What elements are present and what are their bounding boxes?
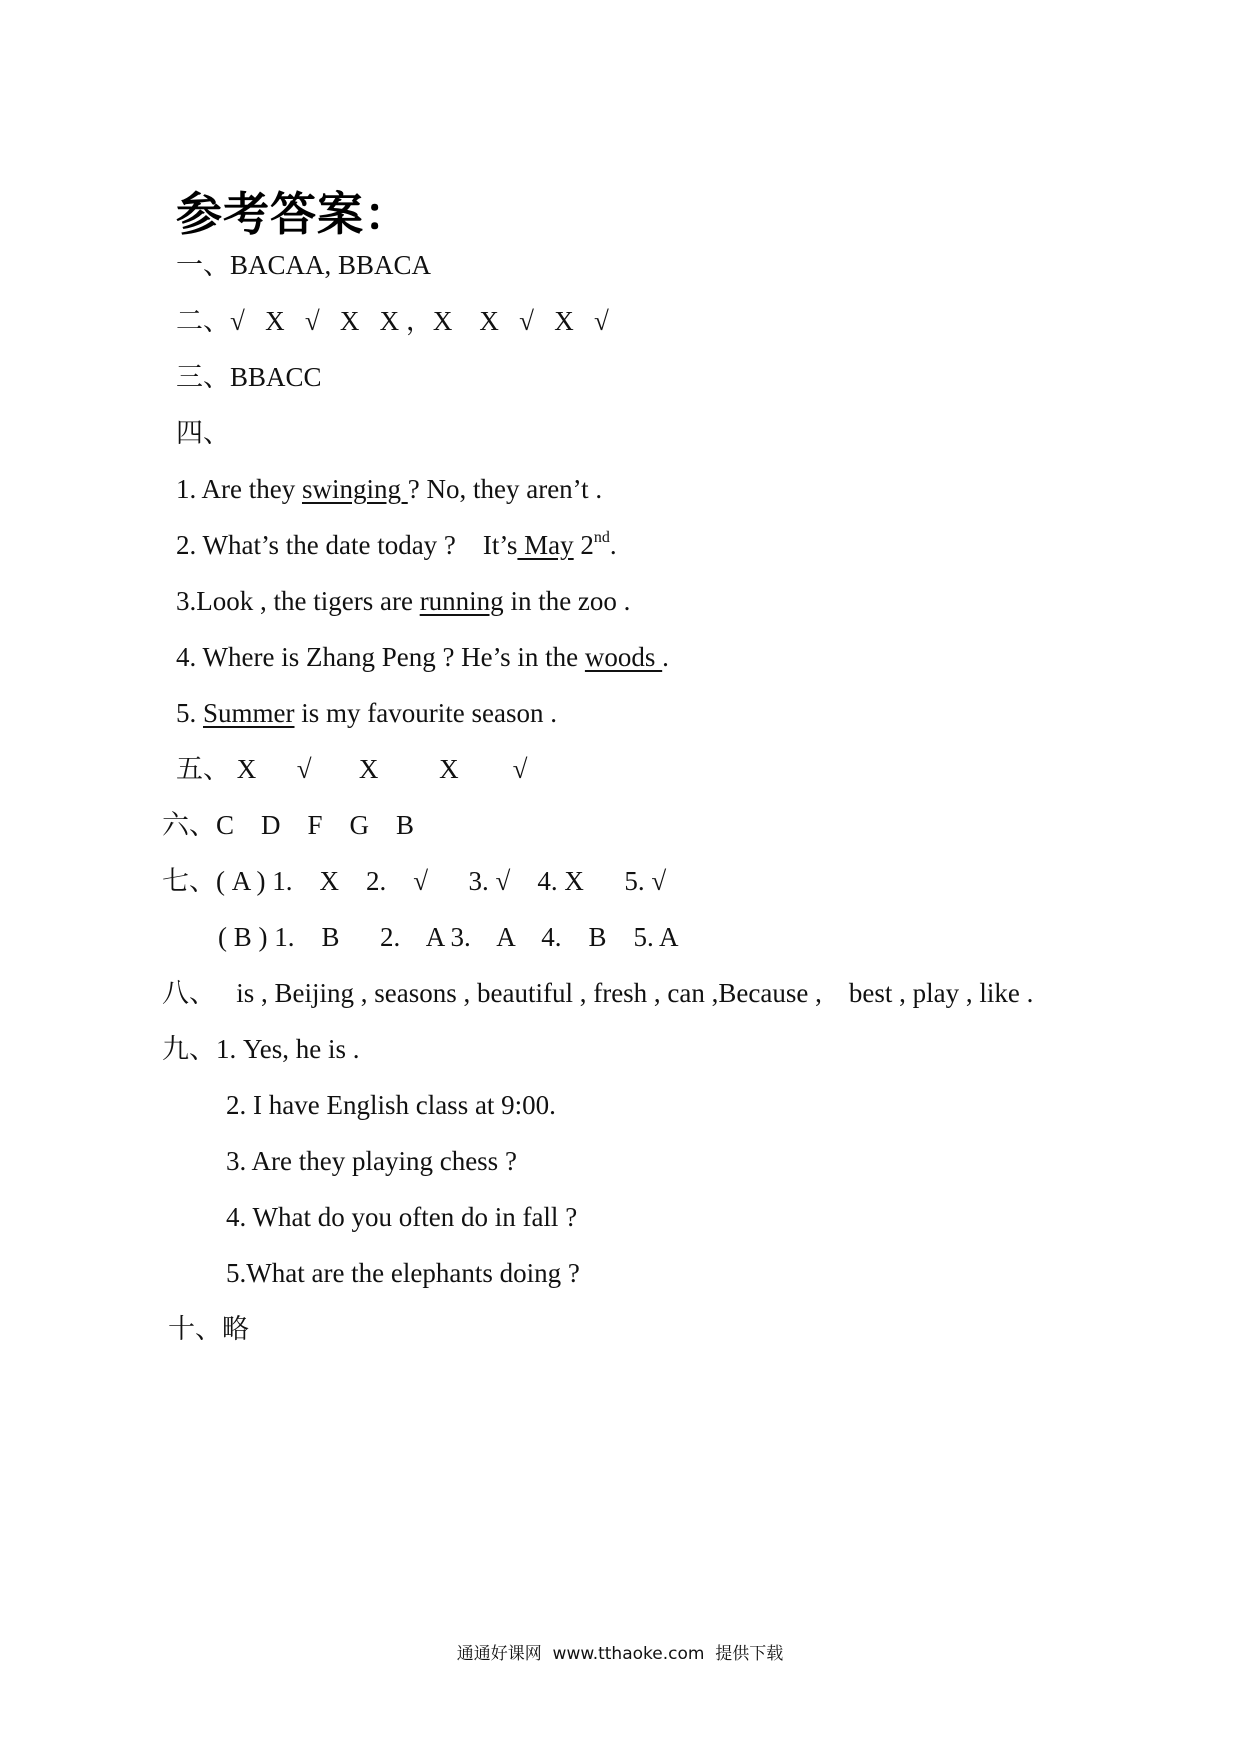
section-4-answer-3 — [176, 588, 630, 615]
section-9-answer-1: 九、1. Yes, he is . — [162, 1034, 360, 1064]
section-1-answers: 一、BACAA, BBACA — [176, 250, 432, 280]
section-9-answer-2: 2. I have English class at 9:00. — [226, 1090, 556, 1120]
section-8-answers: 八、 is , Beijing , seasons , beautiful , fresh , can ,Because , best , play , like . — [162, 978, 1034, 1008]
section-4-answer-2 — [176, 529, 617, 560]
sentence-text: ? No, they aren’t . — [407, 474, 603, 504]
section-9-answer-3: 3. Are they playing chess ? — [226, 1146, 517, 1176]
section-7-part-a: 七、( A ) 1. X 2. √ 3. √ 4. X 5. √ — [162, 866, 667, 896]
sentence-text: 1. Are they — [176, 474, 302, 504]
answer-word: running — [419, 586, 504, 616]
sentence-text: . — [609, 530, 617, 560]
answer-word: Summer — [203, 698, 295, 728]
section-9-answer-4: 4. What do you often do in fall ? — [226, 1202, 578, 1232]
sentence-text: in the zoo . — [503, 586, 631, 616]
section-4-answer-1 — [176, 476, 602, 503]
section-4-heading: 四、 — [176, 418, 230, 448]
section-2-answers: 二、√ X √ X X ，X X √ X √ — [176, 306, 609, 336]
sentence-text: 4. Where is Zhang Peng ? He’s in the — [176, 642, 585, 672]
sentence-text: . — [662, 642, 669, 672]
sentence-text: 3.Look , the tigers are — [176, 586, 420, 616]
section-7-part-b: ( B ) 1. B 2. A 3. A 4. B 5. A — [218, 922, 679, 952]
answer-word: woods — [584, 642, 663, 672]
section-6-answers: 六、C D F G B — [162, 810, 415, 840]
sentence-text: 5. — [176, 698, 203, 728]
section-4-answer-4 — [176, 644, 669, 671]
section-9-answer-5: 5.What are the elephants doing ? — [226, 1258, 580, 1288]
section-3-answers: 三、BBACC — [176, 362, 322, 392]
sentence-text: 2 — [573, 530, 594, 560]
sentence-text: is my favourite season . — [294, 698, 557, 728]
section-10-answer: 十、略 — [168, 1314, 249, 1344]
answer-word: May — [517, 530, 574, 560]
footer-credit: 通通好课网 www.tthaoke.com 提供下载 — [456, 1644, 784, 1664]
section-5-answers: 五、 X √ X X √ — [176, 754, 528, 784]
section-4-answer-5 — [176, 700, 557, 727]
answer-word: swinging — [301, 474, 408, 504]
sentence-text: 2. What’s the date today ? It’s — [176, 530, 518, 560]
page-title: 参考答案： — [176, 187, 411, 241]
ordinal-suffix: nd — [593, 529, 610, 546]
